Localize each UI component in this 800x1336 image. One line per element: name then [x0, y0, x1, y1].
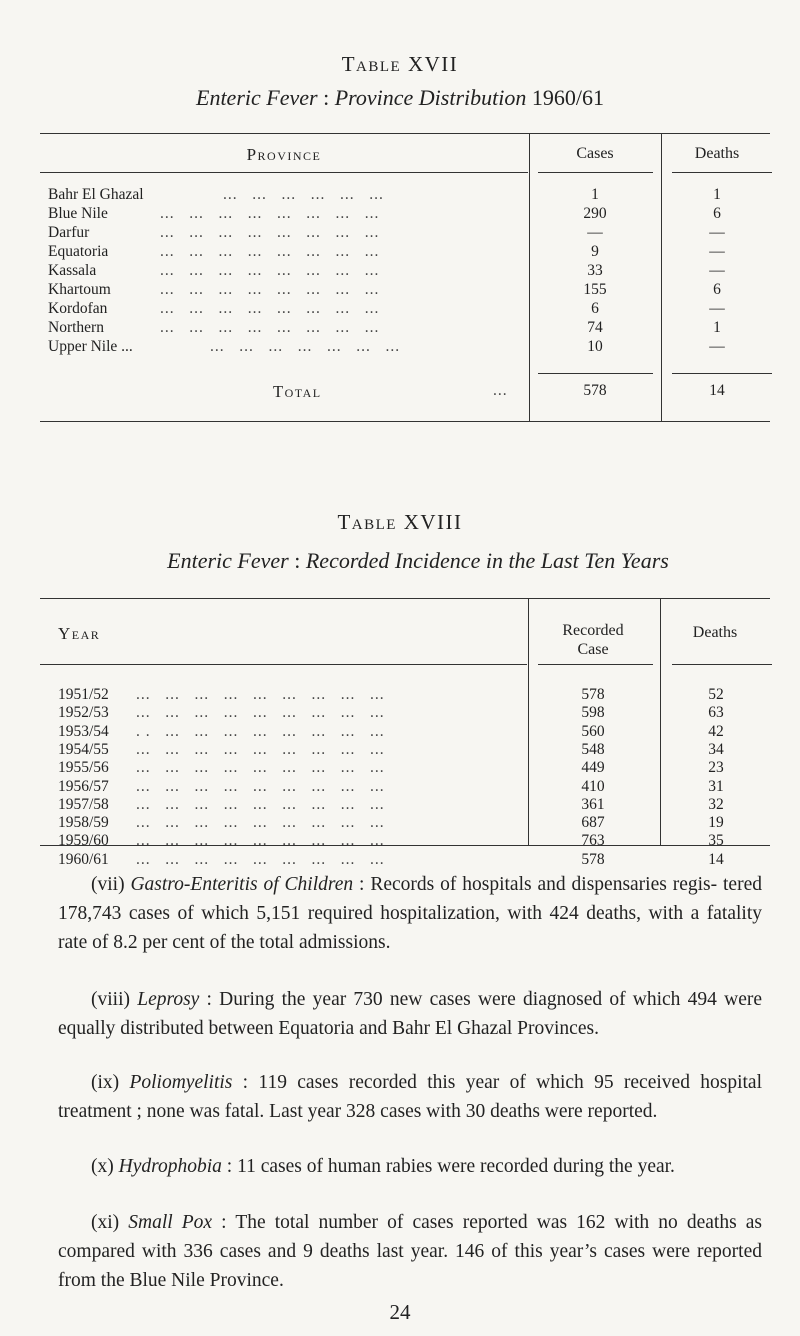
para-heading: Hydrophobia [118, 1156, 222, 1177]
para-text: 11 cases of human rabies were recorded during the year. [237, 1156, 675, 1177]
row-cases: — [587, 224, 603, 241]
row-deaths: — [709, 300, 725, 317]
row-cases: 410 [581, 777, 605, 795]
leader-dots: ... ... ... ... ... ... ... ... [160, 319, 380, 336]
row-cases: 763 [581, 832, 605, 850]
leader-dots: ... ... ... ... ... ... ... ... ... [136, 686, 385, 703]
row-deaths: 31 [708, 777, 724, 795]
row-cases: 290 [583, 205, 607, 222]
paragraph-gastro-enteritis: (vii) Gastro-Enteritis of Children : Records of hospitals and dispensaries regis- tered 178,743 cases of which 5,151 required hospitalization, with 424 deaths, with a fatality rate of 8.2 per cent of the total admissions. [58, 874, 762, 953]
table-row [58, 704, 772, 722]
table18-header-deaths: Deaths [692, 624, 738, 641]
table17-header-rule-1 [40, 172, 528, 173]
total-deaths: 14 [709, 382, 725, 399]
row-province: Kassala [48, 262, 97, 279]
table-row [48, 186, 772, 204]
table18-bottom-rule [40, 845, 770, 846]
leader-dots: ... ... ... ... ... ... ... ... ... [136, 740, 385, 758]
row-year: 1954/55 [58, 740, 109, 758]
table18-subtitle-part2: Recorded Incidence in the Last Ten Years [305, 548, 669, 573]
table-row [48, 281, 772, 299]
row-deaths: 23 [708, 759, 724, 777]
table-row [58, 851, 772, 869]
table17-subtitle [0, 85, 800, 111]
leader-dots: ... ... ... ... ... ... ... ... ... [136, 850, 385, 868]
table18-header-year: Year [58, 624, 101, 643]
row-province: Blue Nile [48, 205, 108, 222]
table-row [48, 243, 772, 261]
row-deaths: 1 [713, 186, 721, 203]
table-row [58, 832, 772, 850]
leader-dots: ... ... ... ... ... ... ... ... [160, 205, 380, 222]
table-row [48, 262, 772, 280]
table-row [58, 686, 772, 704]
para-heading: Poliomyelitis [129, 1072, 233, 1093]
row-cases: 10 [587, 338, 603, 355]
row-province: Northern [48, 319, 104, 336]
row-cases: 155 [583, 281, 607, 298]
row-province: Darfur [48, 224, 90, 241]
leader-dots: ... ... ... ... ... ... [223, 186, 384, 203]
table17-header-cases: Cases [576, 145, 614, 162]
total-label: Total [273, 382, 322, 401]
table18-header-rule-3 [672, 664, 772, 665]
para-number: (ix) [91, 1072, 120, 1093]
leader-dots: ... ... ... ... ... ... ... [210, 338, 401, 355]
para-number: (vii) [91, 874, 125, 895]
row-deaths: — [709, 224, 725, 241]
row-deaths: 1 [713, 319, 721, 336]
row-cases: 687 [581, 814, 605, 832]
row-year: 1956/57 [58, 777, 109, 795]
leader-dots: ... ... ... ... ... ... ... ... [160, 224, 380, 241]
row-deaths: 6 [713, 205, 721, 222]
row-deaths: 6 [713, 281, 721, 298]
row-cases: 1 [591, 186, 599, 203]
row-cases: 361 [581, 795, 605, 813]
table18-subtitle-sep: : [288, 548, 306, 573]
para-text: During the year 730 new cases were diagnosed of which 494 were equally distributed between Equatoria and Bahr El Ghazal Provinces. [58, 989, 762, 1039]
row-deaths: 35 [708, 832, 724, 850]
leader-dots: ... [493, 382, 508, 399]
leader-dots: ... ... ... ... ... ... ... ... [160, 243, 380, 260]
table17-header-province: Province [246, 145, 322, 164]
row-cases: 578 [581, 686, 605, 703]
table-row [58, 741, 772, 759]
table18-header-rule-1 [40, 664, 527, 665]
row-province: Bahr El Ghazal [48, 186, 144, 203]
leader-dots: ... ... ... ... ... ... ... ... ... [136, 777, 385, 795]
row-deaths: 63 [708, 704, 724, 722]
row-year: 1953/54 [58, 722, 109, 740]
leader-dots: ... ... ... ... ... ... ... ... [160, 281, 380, 298]
leader-dots: ... ... ... ... ... ... ... ... ... [136, 759, 385, 777]
leader-dots: ... ... ... ... ... ... ... ... [160, 262, 380, 279]
row-year: 1960/61 [58, 850, 109, 868]
table17-subtitle-sep: : [317, 85, 335, 110]
table18-header-cases-line1: Recorded [562, 622, 624, 639]
paragraph-hydrophobia: (x) Hydrophobia : 11 cases of human rabies were recorded during the year. [91, 1156, 675, 1177]
row-deaths: 32 [708, 795, 724, 813]
table17-header-rule-2 [538, 172, 653, 173]
table17-body [48, 186, 772, 366]
para-number: (xi) [91, 1212, 120, 1233]
para-number: (viii) [91, 989, 130, 1010]
para-text: The total number of cases reported was 162 with no deaths as compared with 336 cases and 9 deaths last year. 146 of this year’s cases were reported from the Blue Nile Province. [58, 1212, 762, 1291]
row-cases: 6 [591, 300, 599, 317]
table17-bottom-rule [40, 421, 770, 422]
row-province: Upper Nile ... [48, 338, 133, 355]
para-text: 119 cases recorded this year of which 95 received hospital treatment ; none was fatal. Last year 328 cases with 30 deaths were reported. [58, 1072, 762, 1122]
table17-subtitle-part2: Province Distribution [334, 85, 527, 110]
table17-header-rule-3 [672, 172, 772, 173]
table-row [48, 338, 772, 356]
row-deaths: 19 [708, 814, 724, 832]
table17-title: Table XVII [341, 52, 459, 76]
table17-total-row [48, 382, 772, 400]
row-cases: 578 [581, 850, 605, 868]
table18-header-cases-line2: Case [577, 641, 609, 658]
leader-dots: ... ... ... ... ... ... ... ... ... [136, 704, 385, 722]
para-heading: Small Pox [128, 1212, 213, 1233]
table-row [48, 205, 772, 223]
leader-dots: ... ... ... ... ... ... ... ... [160, 300, 380, 317]
row-deaths: 34 [708, 740, 724, 758]
table18-header-rule-2 [538, 664, 653, 665]
para-heading: Leprosy [137, 989, 200, 1010]
row-province: Khartoum [48, 281, 111, 298]
table-row [48, 319, 772, 337]
leader-dots: . . ... ... ... ... ... ... ... ... [136, 722, 385, 740]
row-cases: 74 [587, 319, 603, 336]
row-cases: 33 [587, 262, 603, 279]
row-cases: 598 [581, 704, 605, 722]
row-year: 1959/60 [58, 832, 109, 850]
row-province: Equatoria [48, 243, 109, 260]
row-deaths: 52 [708, 686, 724, 703]
row-year: 1958/59 [58, 814, 109, 832]
table18-subtitle [18, 548, 800, 574]
leader-dots: ... ... ... ... ... ... ... ... ... [136, 814, 385, 832]
paragraph-poliomyelitis: (ix) Poliomyelitis : 119 cases recorded this year of which 95 received hospital treatment ; none was fatal. Last year 328 cases with 30 deaths were reported. [58, 1072, 762, 1122]
table-row [58, 723, 772, 741]
leader-dots: ... ... ... ... ... ... ... ... ... [136, 832, 385, 850]
row-year: 1952/53 [58, 704, 109, 722]
para-text: Records of hospitals and dispensaries regis- tered 178,743 cases of which 5,151 required hospitalization, with 424 deaths, with a fatality rate of 8.2 per cent of the total admissions. [58, 874, 762, 953]
paragraph-leprosy: (viii) Leprosy : During the year 730 new cases were diagnosed of which 494 were equally distributed between Equatoria and Bahr El Ghazal Provinces. [58, 989, 762, 1039]
table17-header-deaths: Deaths [694, 145, 740, 162]
table18-body [58, 686, 772, 886]
row-year: 1955/56 [58, 759, 109, 777]
table17-total-rule-2 [672, 373, 772, 374]
row-cases: 449 [581, 759, 605, 777]
row-year: 1957/58 [58, 795, 109, 813]
para-number: (x) [91, 1156, 114, 1177]
table17-subtitle-part1: Enteric Fever [196, 85, 318, 110]
table18-title: Table XVIII [337, 510, 463, 534]
row-year: 1951/52 [58, 686, 109, 703]
table-row [48, 300, 772, 318]
row-deaths: — [709, 338, 725, 355]
table17-total-rule-1 [538, 373, 653, 374]
row-province: Kordofan [48, 300, 108, 317]
table-row [48, 224, 772, 242]
table-row [58, 796, 772, 814]
row-cases: 548 [581, 740, 605, 758]
row-cases: 9 [591, 243, 599, 260]
row-deaths: 42 [708, 722, 724, 740]
table17-subtitle-year: 1960/61 [531, 85, 604, 110]
table18-subtitle-part1: Enteric Fever [167, 548, 289, 573]
para-heading: Gastro-Enteritis of Children [130, 874, 354, 895]
row-deaths: — [709, 243, 725, 260]
row-deaths: 14 [708, 850, 724, 868]
row-cases: 560 [581, 722, 605, 740]
table-row [58, 778, 772, 796]
row-deaths: — [709, 262, 725, 279]
paragraph-small-pox: (xi) Small Pox : The total number of cases reported was 162 with no deaths as compared with 336 cases and 9 deaths last year. 146 of this year’s cases were reported from the Blue Nile Province. [58, 1212, 762, 1291]
table-row [58, 814, 772, 832]
total-cases: 578 [583, 382, 607, 399]
page-number: 24 [389, 1300, 411, 1324]
table-row [58, 759, 772, 777]
leader-dots: ... ... ... ... ... ... ... ... ... [136, 795, 385, 813]
